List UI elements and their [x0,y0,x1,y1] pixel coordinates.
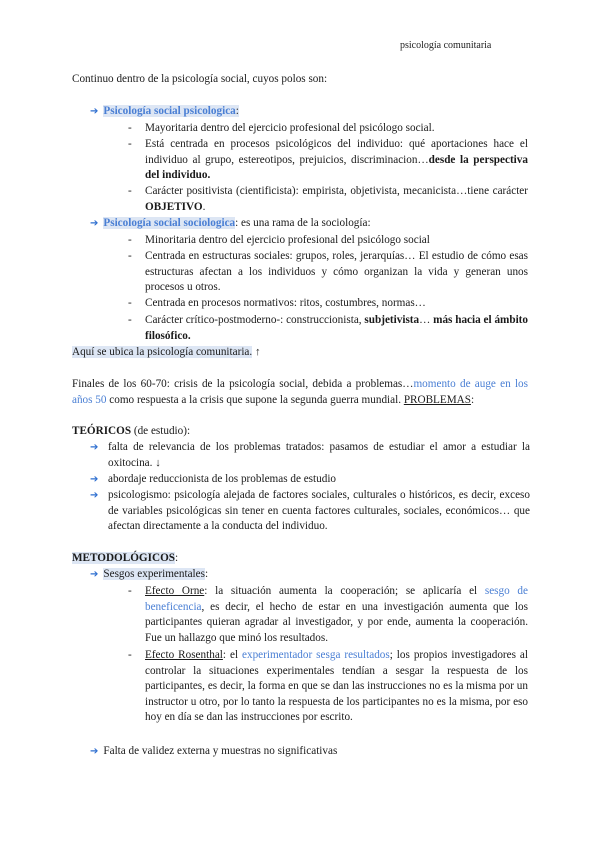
dash-icon: - [128,234,132,246]
arrow-bullet-icon: ➔ [90,218,99,229]
heading-teoricos: TEÓRICOS (de estudio): [72,425,191,437]
dash-icon: - [128,585,132,597]
arrow-bullet-icon: ➔ [90,490,99,501]
here-note: Aquí se ubica la psicología comunitaria. ↑ [72,346,261,358]
bullet-psicologia-social-psicologica: ➔ Psicología social psicologica: [90,105,239,117]
finales-paragraph: Finales de los 60-70: crisis de la psicología social, debida a problemas…momento de auge en los años 50 como respuesta a la crisis que supone la segunda guerra mundial. PROBLEMAS: [72,378,528,406]
pss-item-1: Minoritaria dentro del ejercicio profesional del psicólogo social [145,234,430,246]
pss-item-2: Centrada en estructuras sociales: grupos, roles, jerarquías… El estudio de cómo esas estructuras afectan a los individuos y cómo organizan la vida y generan unos procesos u otros. [145,250,528,293]
bullet-validez: ➔ Falta de validez externa y muestras no significativas [90,745,338,757]
psp-item-2: Está centrada en procesos psicológicos del individuo: qué aportaciones hace el individuo al grupo, estereotipos, prejuicios, discriminacion…desde la perspectiva del individuo. [145,138,528,181]
heading-metodologicos: METODOLÓGICOS: [72,552,179,564]
dash-icon: - [128,250,132,262]
efecto-rosenthal: Efecto Rosenthal: el experimentador sesga resultados; los propios investigadores al controlar la situaciones experimentales tendían a sesgar la respuesta de los participantes, es decir, la forma en que se dan las instrucciones no es la misma por un instructor u otro, por lo tanto la respuesta de los participantes no es la misma, por eso hoy en día se dan las instrucciones por escrito. [145,649,528,723]
teoricos-item-2-text: abordaje reduccionista de los problemas de estudio [108,473,337,485]
arrow-bullet-icon: ➔ [90,106,99,117]
dash-icon: - [128,314,132,326]
pss-item-3: Centrada en procesos normativos: ritos, costumbres, normas… [145,297,426,309]
arrow-bullet-icon: ➔ [90,442,99,453]
page-header: psicología comunitaria [400,40,492,51]
dash-icon: - [128,185,132,197]
dash-icon: - [128,649,132,661]
arrow-bullet-icon: ➔ [90,746,99,757]
psp-item-1: Mayoritaria dentro del ejercicio profesional del psicólogo social. [145,122,435,134]
arrow-bullet-icon: ➔ [90,569,99,580]
dash-icon: - [128,138,132,150]
bullet-sesgos: ➔ Sesgos experimentales: [90,568,209,580]
psp-item-3: Carácter positivista (cientificista): empirista, objetivista, mecanicista…tiene carácter OBJETIVO. [145,185,528,213]
heading-psp: Psicología social psicologica [103,105,236,117]
efecto-orne: Efecto Orne: la situación aumenta la cooperación; se aplicaría el sesgo de beneficencia, es decir, el hecho de estar en una investigación aumenta que los participantes quieran agradar al investigador, y por ende, aumenta la cooperación. Fue un hallazgo que minó los resultados. [145,585,528,644]
up-arrow-icon: ↑ [255,346,261,358]
teoricos-item-1-text: falta de relevancia de los problemas tratados: pasamos de estudiar el amor a estudiar la oxitocina. ↓ [108,441,530,469]
arrow-bullet-icon: ➔ [90,474,99,485]
dash-icon: - [128,122,132,134]
intro-paragraph: Continuo dentro de la psicología social, cuyos polos son: [72,73,328,85]
dash-icon: - [128,297,132,309]
teoricos-item-3-text: psicologismo: psicología alejada de factores sociales, culturales o históricos, es decir, exceso de variables psicológicas sin tener en cuenta factores culturales, sociales, económicos… que afectan directamente a la conducta del individuo. [108,489,530,532]
pss-item-4: Carácter crítico-postmoderno-: construccionista, subjetivista… más hacia el ámbito filosófico. [145,314,529,342]
bullet-psicologia-social-sociologica: ➔ Psicología social sociologica: es una rama de la sociología: [90,217,371,229]
heading-pss: Psicología social sociologica [103,217,236,229]
